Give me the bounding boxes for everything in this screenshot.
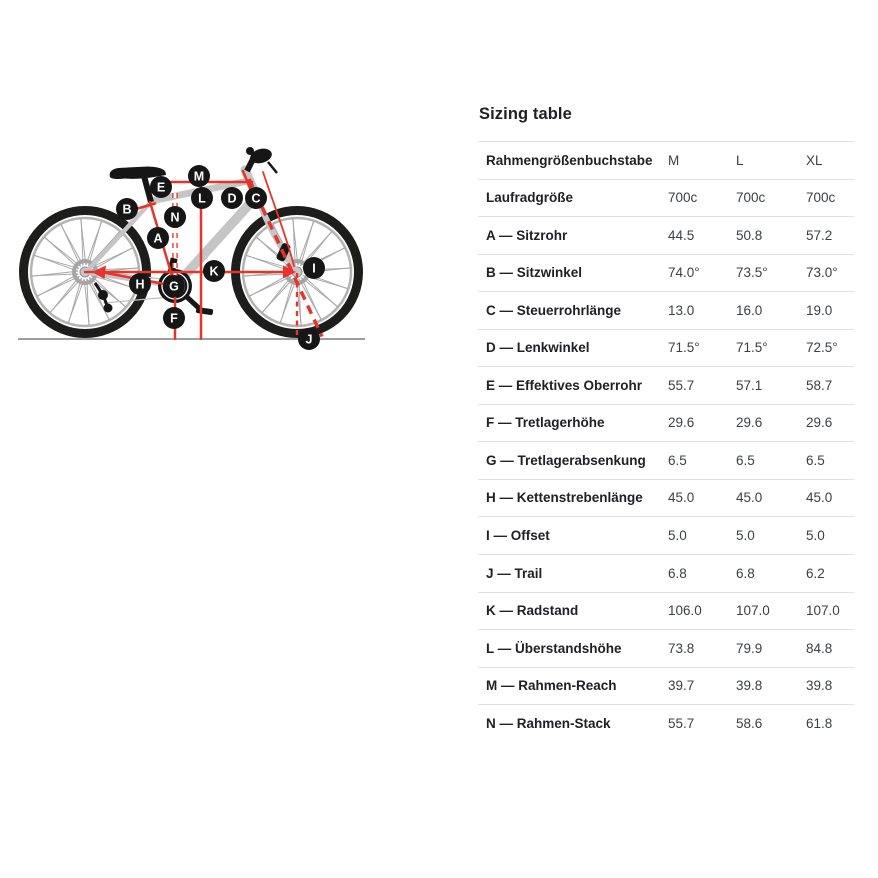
row-value: 79.9 [736, 640, 763, 656]
row-label: J — Trail [486, 565, 543, 581]
sizing-table [478, 141, 854, 742]
row-label: I — Offset [486, 527, 550, 543]
svg-text:C: C [251, 191, 261, 206]
table-row [478, 592, 854, 630]
row-value: 71.5° [668, 340, 700, 356]
row-label: Laufradgröße [486, 190, 574, 206]
table-row [478, 329, 854, 367]
svg-text:I: I [312, 261, 316, 276]
pedal [196, 307, 214, 315]
table-row [478, 292, 854, 330]
row-value: 6.5 [736, 452, 755, 468]
row-value: 73.8 [668, 640, 695, 656]
svg-text:J: J [305, 332, 313, 347]
row-value: 73.0° [806, 265, 838, 281]
row-value: 45.0 [806, 490, 833, 506]
row-value: 73.5° [736, 265, 768, 281]
row-label: H — Kettenstrebenlänge [486, 490, 643, 506]
row-value: 57.1 [736, 377, 763, 393]
diagram-marker-M [188, 165, 210, 187]
row-label: K — Radstand [486, 603, 579, 619]
diagram-marker-D [221, 187, 243, 209]
row-value: 39.7 [668, 678, 695, 694]
row-value: 5.0 [668, 527, 687, 543]
row-value: 44.5 [668, 227, 695, 243]
row-value: 50.8 [736, 227, 763, 243]
table-row [478, 254, 854, 292]
table-row [478, 555, 854, 593]
svg-text:K: K [209, 264, 219, 279]
row-value: 6.2 [806, 565, 825, 581]
row-value: 16.0 [736, 302, 763, 318]
row-value: 71.5° [736, 340, 768, 356]
table-row [478, 179, 854, 217]
svg-text:A: A [153, 231, 163, 246]
row-value: 29.6 [806, 415, 833, 431]
row-value: 45.0 [736, 490, 763, 506]
row-label: B — Sitzwinkel [486, 265, 583, 281]
diagram-marker-F [163, 307, 185, 329]
row-label: C — Steuerrohrlänge [486, 302, 622, 318]
row-label: L — Überstandshöhe [486, 640, 622, 656]
diagram-marker-I [303, 257, 325, 279]
row-value: 74.0° [668, 265, 700, 281]
table-row [478, 217, 854, 255]
row-value: 57.2 [806, 227, 833, 243]
row-value: 700c [668, 190, 698, 206]
row-value: 29.6 [736, 415, 763, 431]
brake-lever [268, 162, 277, 173]
table-row [478, 367, 854, 405]
row-value: 84.8 [806, 640, 833, 656]
diagram-marker-C [245, 187, 267, 209]
row-value: 5.0 [806, 527, 825, 543]
svg-text:F: F [170, 311, 178, 326]
row-label: Rahmengrößenbuchstabe [486, 152, 653, 168]
svg-text:N: N [170, 210, 180, 225]
row-value: L [736, 152, 744, 168]
table-row [478, 630, 854, 668]
row-value: 6.8 [736, 565, 755, 581]
row-value: 55.7 [668, 377, 695, 393]
row-value: 6.8 [668, 565, 687, 581]
row-value: 45.0 [668, 490, 695, 506]
row-value: 58.6 [736, 715, 763, 731]
table-row [478, 517, 854, 555]
row-value: 6.5 [668, 452, 687, 468]
row-value: 5.0 [736, 527, 755, 543]
row-value: XL [806, 152, 823, 168]
row-value: 39.8 [806, 678, 833, 694]
row-label: F — Tretlagerhöhe [486, 415, 605, 431]
diagram-marker-J [298, 328, 320, 350]
diagram-marker-H [129, 273, 151, 295]
row-label: M — Rahmen-Reach [486, 678, 617, 694]
row-label: D — Lenkwinkel [486, 340, 590, 356]
row-value: 39.8 [736, 678, 763, 694]
bike-geometry-diagram [0, 138, 450, 350]
row-value: 19.0 [806, 302, 833, 318]
table-row [478, 404, 854, 442]
svg-text:H: H [135, 277, 145, 292]
diagram-marker-B [116, 198, 138, 220]
diagram-marker-K [203, 260, 225, 282]
row-value: 107.0 [736, 603, 770, 619]
row-label: A — Sitzrohr [486, 227, 568, 243]
row-value: 72.5° [806, 340, 838, 356]
diagram-marker-A [147, 227, 169, 249]
row-value: 700c [806, 190, 836, 206]
svg-text:M: M [193, 169, 205, 184]
table-row [478, 442, 854, 480]
row-value: 106.0 [668, 603, 702, 619]
table-row [478, 479, 854, 517]
svg-text:G: G [169, 279, 179, 294]
seatpost [144, 176, 151, 202]
diagram-marker-G [163, 275, 185, 297]
row-label: N — Rahmen-Stack [486, 715, 611, 731]
row-value: 55.7 [668, 715, 695, 731]
row-value: 700c [736, 190, 766, 206]
svg-text:B: B [122, 202, 132, 217]
row-value: M [668, 152, 680, 168]
row-value: 29.6 [668, 415, 695, 431]
row-value: 6.5 [806, 452, 825, 468]
row-label: E — Effektives Oberrohr [486, 377, 643, 393]
row-value: 58.7 [806, 377, 833, 393]
diagram-marker-L [191, 187, 213, 209]
table-row [478, 142, 854, 180]
svg-text:L: L [198, 191, 206, 206]
row-value: 13.0 [668, 302, 695, 318]
table-row [478, 705, 854, 743]
svg-text:D: D [227, 191, 237, 206]
diagram-marker-N [164, 206, 186, 228]
row-value: 107.0 [806, 603, 840, 619]
diagram-marker-E [150, 176, 172, 198]
table-row [478, 667, 854, 705]
row-label: G — Tretlagerabsenkung [486, 452, 646, 468]
section-title: Sizing table [479, 105, 572, 123]
svg-text:E: E [156, 180, 166, 195]
row-value: 61.8 [806, 715, 833, 731]
